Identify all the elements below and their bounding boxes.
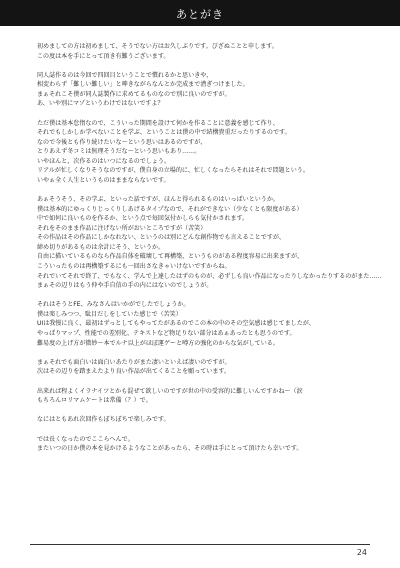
afterword-body: [37, 42, 380, 463]
paragraph: [37, 71, 380, 109]
text-line: もちろんロリマムケートは常備（？）で。: [37, 397, 152, 405]
text-line: 僕は楽しみつつ、駄目だしをしていた感じで（苦笑）: [37, 310, 182, 318]
text-line: 僕は基本的にゆっくりじっくりしあげるタイプなので、それができない（少なくとも限度がある）: [37, 205, 303, 213]
text-line: それでもしかしか学べないことを学ぶ、ということは僕の中で結構貴重だったりするのです。: [37, 129, 291, 137]
text-line: まぁそれこそ僕が同人誌製作に求めてるものなので別に良いのですが。: [37, 90, 231, 98]
text-line: それはそうとFE、みなさんはいかがでしたでしょうか。: [37, 301, 190, 309]
text-line: 中で如何に良いものを作るか、という点で毎回気付かしらも気付かされます。: [37, 215, 249, 223]
text-line: 相変わらず「難しい難しい」と呻きながらなんとか完成まで漕ぎつけました。: [37, 81, 249, 89]
text-line: 出来れば程よくイラナイツとかも混ぜて欲しいのですが世の中の受容的に難しいんですかね～（涙: [37, 387, 303, 395]
text-line: こういったものは再構築するにも一回出さなきゃいけないですからね。: [37, 263, 231, 270]
header-bar: [0, 0, 400, 26]
text-line: この度は本を手にとって頂き有難うございます。: [37, 52, 170, 60]
text-line: 初めましての方は初めまして、そうでない方はお久しぶりです。ぴざぬことと申します。: [37, 43, 278, 50]
text-line: UIは我慢に良く、最初はずっとしてもやってたがあるのでこの本の中のその空気感は感じてましたが、: [37, 320, 315, 328]
text-line: まぁそれでも面白いは面白いあたりがまた凄いといえば凄いのですが。: [37, 358, 231, 366]
text-line: なので今後とも作り続けたいな～という思いはあるのですが、: [37, 138, 207, 146]
text-line: それをそのまま作品に注げない所がおいところですが（苦笑）: [37, 224, 207, 232]
text-line: あ、いや別にマゾというわけではないですよ？: [37, 100, 164, 108]
paragraph: [37, 119, 380, 186]
paragraph: [37, 358, 380, 377]
paragraph: [37, 415, 380, 425]
paragraph: [37, 195, 380, 290]
text-line: リアルが忙しくなりそうなのですが、僕自身の立場的に、忙しくなったらそれはそれで問題という。: [37, 167, 309, 175]
page-title: あとがき: [176, 8, 224, 21]
text-line: その作品はその作品にしかなれない、というのは別にどんな創作物でも言えることですが、: [37, 234, 285, 242]
text-line: いやほんと、次作るのはいつになるのでしょう。: [37, 157, 171, 165]
text-line: 難易度の上げ方が微妙～本でルナ以上がほぼ運ゲーと噂方の強化のからな気がしている。: [37, 339, 279, 347]
paragraph: [37, 387, 380, 406]
page-number: 24: [356, 548, 367, 557]
text-line: またいつの日か僕の本を見かけるようなことがあったら、その時は手にとって頂けたら幸いです。: [37, 445, 303, 453]
text-line: なにはともあれ次回作もぼちぼちで楽しみです。: [37, 416, 170, 424]
paragraph: [37, 42, 380, 61]
paragraph: [37, 435, 380, 454]
footer-rule: [30, 544, 370, 545]
text-line: いやぁ全く人生というものはままならないです。: [37, 176, 170, 184]
text-line: ただ僕は基本怠惰なので、こういった期間を設けて何かを作ることに意義を感じて作り、: [37, 119, 279, 127]
text-line: 次はその辺りを踏まえたより良い作品が出てくることを願っています。: [37, 368, 231, 376]
text-line: 締め切りがあるものは余計にそう、というか。: [37, 243, 164, 251]
text-line: とりあえず冬コミは無理そうだな～という思いもあり……。: [37, 148, 201, 156]
text-line: では長くなったのでここらへんで。: [37, 435, 134, 443]
text-line: 自由に描いているものなら作品自体を破壊して再構築、というものがある程度容易に出来ますが、: [37, 253, 304, 261]
paragraph: [37, 300, 380, 348]
text-line: まぁその辺りはもう仲や手自信の手の内にはないのでしょうが。: [37, 282, 213, 290]
text-line: それでいてそれで終了、でもなく、学んで上達したはずのものが、必ずしも良い作品になったりしなかったりするのがまた……: [37, 272, 382, 280]
text-line: 同人誌作るのは今回で四回目ということで慣れるかと思いきや、: [37, 71, 213, 79]
text-line: あぁそうそう、その学ぶ、といった話ですが、ほんと得られるものはいっぱいというか。: [37, 196, 279, 204]
text-line: やっぱりマップ、性能での差別化、テキストなど物足りない部分はあぁあったとも思うのです。: [37, 329, 296, 337]
